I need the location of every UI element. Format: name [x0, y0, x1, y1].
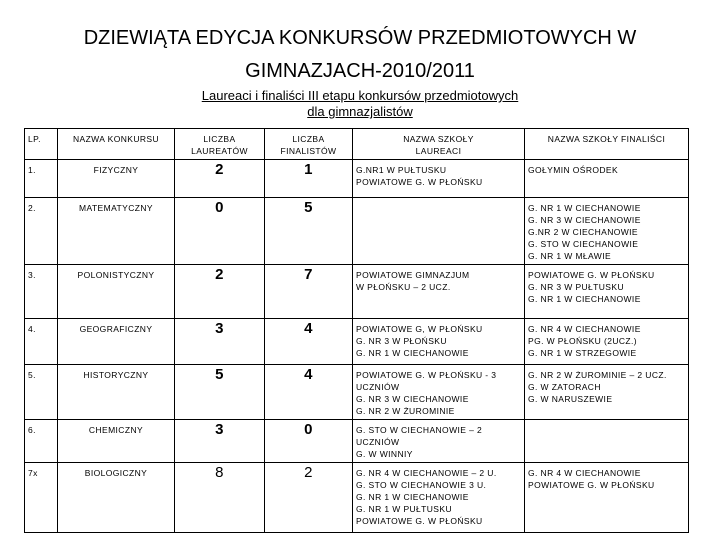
school-line: GOŁYMIN OŚRODEK [528, 165, 619, 175]
row-school-laureaci [353, 319, 525, 365]
row-school-laureaci [353, 365, 525, 420]
row-contest-name: HISTORYCZNY [58, 365, 175, 420]
school-line: POWIATOWE G. W PŁOŃSKU [528, 270, 655, 280]
school-line: POWIATOWE G. W PŁOŃSKU - 3 [356, 370, 497, 380]
school-line: G. W WINNIY [356, 449, 413, 459]
school-line: G. STO W CIECHANOWIE 3 U. [356, 480, 487, 490]
school-line: W PŁOŃSKU – 2 UCZ. [356, 282, 451, 292]
header-school-laureaci [353, 129, 525, 160]
row-finalisci-count: 4 [265, 365, 353, 420]
school-line: POWIATOWE GIMNAZJUM [356, 270, 470, 280]
row-school-laureaci [353, 265, 525, 319]
table-row [25, 160, 689, 198]
school-line: G. NR 1 W MŁAWIE [528, 251, 612, 261]
school-line: POWIATOWE G. W PŁOŃSKU [528, 480, 655, 490]
school-line: G. NR 1 W PUŁTUSKU [356, 504, 452, 514]
header-laureaci-line-1: LICZBA [203, 134, 236, 144]
school-line: G. NR 2 W ŻUROMINIE – 2 UCZ. [528, 370, 667, 380]
header-laureaci-line-2: LAUREATÓW [191, 146, 248, 156]
school-line: G. NR 1 W CIECHANOWIE [528, 294, 641, 304]
row-lp: 7x [25, 463, 58, 533]
row-school-finalisci [525, 420, 689, 463]
page-subtitle [60, 88, 660, 120]
row-contest-name: CHEMICZNY [58, 420, 175, 463]
row-laureaci-count: 3 [175, 319, 265, 365]
school-line: G.NR1 W PUŁTUSKU [356, 165, 447, 175]
school-line: G. NR 1 W STRZEGOWIE [528, 348, 637, 358]
school-line: G. NR 3 W CIECHANOWIE [528, 215, 641, 225]
table-row [25, 265, 689, 319]
row-laureaci-count: 3 [175, 420, 265, 463]
table-row [25, 198, 689, 265]
school-line: POWIATOWE G. W PŁOŃSKU [356, 516, 483, 526]
row-finalisci-count: 1 [265, 160, 353, 198]
school-line: G. NR 3 W CIECHANOWIE [356, 394, 469, 404]
header-finalisci-line-2: FINALISTÓW [280, 146, 337, 156]
school-line: G. NR 3 W PUŁTUSKU [528, 282, 624, 292]
header-name: NAZWA KONKURSU [58, 129, 175, 160]
school-line: G. NR 1 W CIECHANOWIE [356, 348, 469, 358]
school-line: G. NR 2 W ŻUROMINIE [356, 406, 455, 416]
row-lp: 4. [25, 319, 58, 365]
title-line-1: DZIEWIĄTA EDYCJA KONKURSÓW PRZEDMIOTOWYCH W [83, 27, 637, 49]
row-contest-name: BIOLOGICZNY [58, 463, 175, 533]
school-line: G.NR 2 W CIECHANOWIE [528, 227, 639, 237]
row-school-finalisci [525, 160, 689, 198]
row-lp: 6. [25, 420, 58, 463]
row-school-finalisci [525, 198, 689, 265]
page-title [40, 22, 680, 88]
school-line: G. NR 3 W PŁOŃSKU [356, 336, 447, 346]
row-contest-name: GEOGRAFICZNY [58, 319, 175, 365]
row-contest-name: MATEMATYCZNY [58, 198, 175, 265]
row-school-finalisci [525, 319, 689, 365]
row-laureaci-count: 5 [175, 365, 265, 420]
school-line: G. STO W CIECHANOWIE – 2 [356, 425, 483, 435]
school-line: PG. W PŁOŃSKU (2UCZ.) [528, 336, 637, 346]
subtitle-line-2: dla gimnazjalistów [307, 104, 413, 119]
row-school-finalisci [525, 463, 689, 533]
row-school-laureaci [353, 420, 525, 463]
school-line: G. NR 4 W CIECHANOWIE [528, 468, 641, 478]
row-school-laureaci [353, 160, 525, 198]
row-laureaci-count: 2 [175, 265, 265, 319]
row-school-finalisci [525, 365, 689, 420]
school-line: POWIATOWE G, W PŁOŃSKU [356, 324, 483, 334]
school-line: UCZNIÓW [356, 437, 400, 447]
row-school-laureaci [353, 198, 525, 265]
table-header-row [25, 129, 689, 160]
school-line: POWIATOWE G. W PŁOŃSKU [356, 177, 483, 187]
row-lp: 2. [25, 198, 58, 265]
row-finalisci-count: 2 [265, 463, 353, 533]
header-school-finalisci: NAZWA SZKOŁY FINALIŚCI [525, 129, 689, 160]
row-contest-name: FIZYCZNY [58, 160, 175, 198]
school-line: UCZNIÓW [356, 382, 400, 392]
row-laureaci-count: 0 [175, 198, 265, 265]
header-school-laureaci-line-2: LAUREACI [415, 146, 462, 156]
school-line: G. NR 1 W CIECHANOWIE [356, 492, 469, 502]
row-school-laureaci [353, 463, 525, 533]
school-line: G. W ZATORACH [528, 382, 601, 392]
school-line: G. NR 4 W CIECHANOWIE [528, 324, 641, 334]
school-line: G. W NARUSZEWIE [528, 394, 613, 404]
row-finalisci-count: 5 [265, 198, 353, 265]
school-line: G. STO W CIECHANOWIE [528, 239, 639, 249]
row-contest-name: POLONISTYCZNY [58, 265, 175, 319]
subtitle-line-1: Laureaci i finaliści III etapu konkursów przedmiotowych [201, 88, 519, 103]
row-lp: 3. [25, 265, 58, 319]
row-laureaci-count: 8 [175, 463, 265, 533]
school-line: G. NR 4 W CIECHANOWIE – 2 U. [356, 468, 497, 478]
row-finalisci-count: 4 [265, 319, 353, 365]
table-row [25, 420, 689, 463]
header-finalisci-line-1: LICZBA [292, 134, 325, 144]
row-finalisci-count: 0 [265, 420, 353, 463]
title-line-2: GIMNAZJACH-2010/2011 [245, 60, 475, 82]
row-lp: 1. [25, 160, 58, 198]
school-line: G. NR 1 W CIECHANOWIE [528, 203, 641, 213]
table-row [25, 365, 689, 420]
results-table [24, 128, 689, 533]
row-lp: 5. [25, 365, 58, 420]
table-row [25, 319, 689, 365]
header-school-laureaci-line-1: NAZWA SZKOŁY [403, 134, 474, 144]
header-laureaci [175, 129, 265, 160]
header-lp: LP. [25, 129, 58, 160]
row-finalisci-count: 7 [265, 265, 353, 319]
row-school-finalisci [525, 265, 689, 319]
row-laureaci-count: 2 [175, 160, 265, 198]
header-finalisci [265, 129, 353, 160]
table-row [25, 463, 689, 533]
